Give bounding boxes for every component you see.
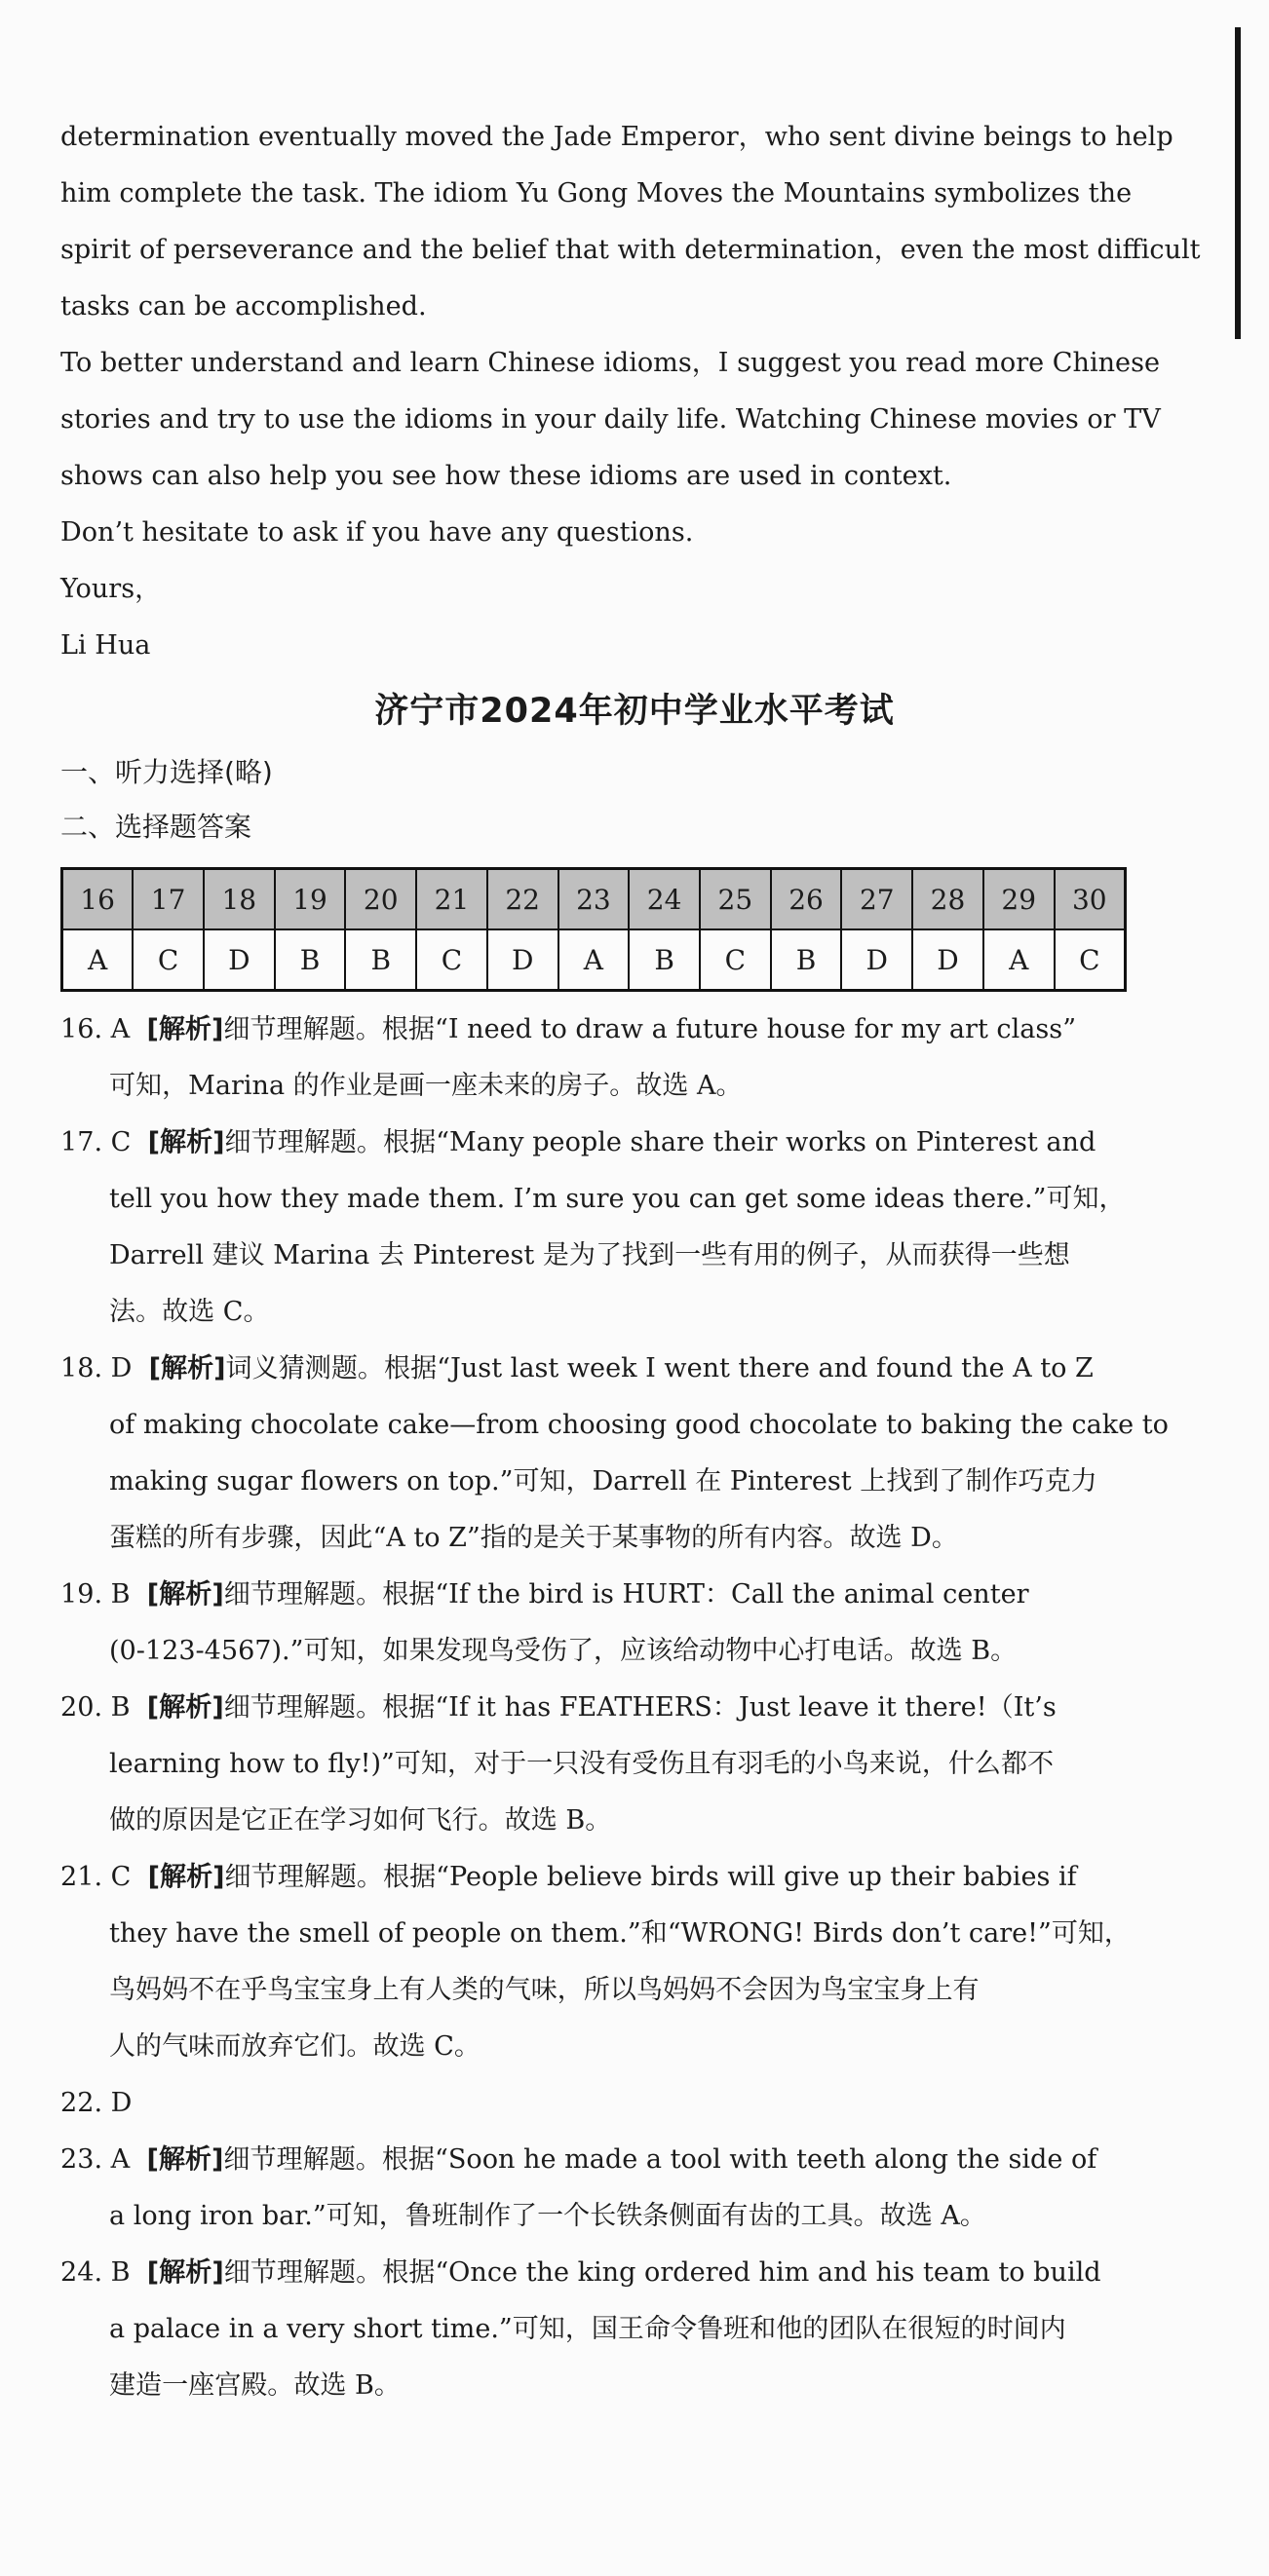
question-number-cell: 24 [629,869,700,930]
explanation-line: 蛋糕的所有步骤，因此“A to Z”指的是关于某事物的所有内容。故选 D。 [109,1523,958,1553]
question-number-cell: 23 [558,869,630,930]
explanation-line: 可知，Marina 的作业是画一座未来的房子。故选 A。 [109,1071,743,1101]
item-number: 16. A [60,1014,131,1044]
answer-cell: A [62,929,134,991]
explanation-text: 细节理解题。根据“If it has FEATHERS：Just leave it there!（It’s [223,1692,1057,1723]
question-number-cell: 18 [204,869,275,930]
item-number: 24. B [60,2257,131,2288]
explanation-text: 细节理解题。根据“Soon he made a tool with teeth along the side of [223,2144,1097,2175]
answer-cell: C [700,929,771,991]
letter-line: To better understand and learn Chinese idioms，I suggest you read more Chinese [60,348,1160,378]
letter-line: shows can also help you see how these idioms are used in context. [60,461,952,491]
question-number-cell: 29 [983,869,1055,930]
letter-line: determination eventually moved the Jade Emperor，who sent divine beings to help [60,122,1173,152]
question-number-cell: 21 [416,869,487,930]
answer-table [60,867,1127,992]
explanation-line: a long iron bar.”可知，鲁班制作了一个长铁条侧面有齿的工具。故选 A。 [109,2201,986,2231]
answer-cell: D [912,929,983,991]
question-number-cell: 25 [700,869,771,930]
item-number: 17. C [60,1127,132,1157]
answer-cell: C [1055,929,1126,991]
explanation-item [0,1115,1269,1171]
section-choice-answers: 二、选择题答案 [60,811,252,843]
letter-signature: Li Hua [60,630,151,661]
explanation-item [0,1002,1269,1058]
item-number: 20. B [60,1692,131,1723]
answer-cell: B [345,929,416,991]
explanation-text: 细节理解题。根据“People believe birds will give up their babies if [224,1862,1077,1892]
item-number: 22. D [60,2088,133,2118]
explanation-line: Darrell 建议 Marina 去 Pinterest 是为了找到一些有用的例子，从而获得一些想 [109,1240,1070,1270]
letter-closing: Yours， [60,574,162,604]
answer-cell: B [629,929,700,991]
analysis-mark: [解析] [147,1862,225,1892]
letter-line: tasks can be accomplished. [60,291,427,322]
question-number-cell: 27 [841,869,912,930]
explanation-line: learning how to fly!)”可知，对于一只没有受伤且有羽毛的小鸟来说，什么都不 [109,1749,1055,1779]
analysis-mark: [解析] [146,2257,224,2288]
explanation-text: 细节理解题。根据“Many people share their works on Pinterest and [224,1127,1096,1157]
question-number-cell: 20 [345,869,416,930]
explanation-line: 建造一座宫殿。故选 B。 [109,2370,401,2401]
answer-cell: B [771,929,842,991]
explanation-line: (0-123-4567).”可知，如果发现鸟受伤了，应该给动物中心打电话。故选 B。 [109,1636,1018,1666]
question-number-cell: 26 [771,869,842,930]
explanation-line: a palace in a very short time.”可知，国王命令鲁班和他的团队在很短的时间内 [109,2314,1066,2344]
explanation-item [0,2245,1269,2301]
explanation-line: of making chocolate cake—from choosing good chocolate to baking the cake to [109,1410,1169,1440]
explanation-item [0,1680,1269,1736]
explanation-line: 做的原因是它正在学习如何飞行。故选 B。 [109,1805,612,1836]
question-number-cell: 17 [133,869,204,930]
explanation-line: they have the smell of people on them.”和“WRONG! Birds don’t care!”可知， [109,1918,1131,1949]
answer-cell: A [983,929,1055,991]
question-number-cell: 22 [487,869,558,930]
analysis-mark: [解析] [146,1692,224,1723]
answer-cell: B [275,929,346,991]
explanation-item [0,1849,1269,1906]
question-number-cell: 16 [62,869,134,930]
answer-cell: C [133,929,204,991]
explanation-item [0,2132,1269,2188]
analysis-mark: [解析] [146,1579,224,1610]
explanation-text: 细节理解题。根据“If the bird is HURT：Call the animal center [223,1579,1029,1610]
explanation-line: 人的气味而放弃它们。故选 C。 [109,2031,481,2062]
analysis-mark: [解析] [147,1127,225,1157]
explanation-item [0,2075,1269,2132]
item-number: 19. B [60,1579,131,1610]
explanation-text: 细节理解题。根据“Once the king ordered him and his team to build [223,2257,1101,2288]
letter-line: him complete the task. The idiom Yu Gong Moves the Mountains symbolizes the [60,178,1133,208]
answer-cell: D [487,929,558,991]
question-number-cell: 19 [275,869,346,930]
item-number: 23. A [60,2144,131,2175]
explanation-text: 细节理解题。根据“I need to draw a future house for my art class” [223,1014,1077,1044]
answer-cell: C [416,929,487,991]
explanation-text: 词义猜测题。根据“Just last week I went there and found the A to Z [225,1353,1094,1383]
analysis-mark: [解析] [146,1014,224,1044]
item-number: 18. D [60,1353,133,1383]
explanation-line: 法。故选 C。 [109,1297,270,1327]
answer-row [62,929,1126,991]
question-number-row [62,869,1126,930]
analysis-mark: [解析] [148,1353,226,1383]
answer-cell: A [558,929,630,991]
answer-cell: D [204,929,275,991]
letter-line: spirit of perseverance and the belief that with determination，even the most difficult [60,235,1201,265]
explanation-item [0,1341,1269,1397]
explanation-line: 鸟妈妈不在乎鸟宝宝身上有人类的气味，所以鸟妈妈不会因为鸟宝宝身上有 [109,1975,980,2005]
question-number-cell: 28 [912,869,983,930]
item-number: 21. C [60,1862,132,1892]
explanation-line: tell you how they made them. I’m sure you can get some ideas there.”可知， [109,1184,1126,1214]
explanation-line: making sugar flowers on top.”可知，Darrell 在 Pinterest 上找到了制作巧克力 [109,1466,1097,1496]
explanation-item [0,1567,1269,1623]
section-listening: 一、听力选择(略) [60,756,273,788]
exam-title: 济宁市2024年初中学业水平考试 [374,692,895,731]
question-number-cell: 30 [1055,869,1126,930]
analysis-mark: [解析] [146,2144,224,2175]
answer-cell: D [841,929,912,991]
letter-line: stories and try to use the idioms in your daily life. Watching Chinese movies or TV [60,404,1161,435]
letter-line: Don’t hesitate to ask if you have any questions. [60,517,694,548]
